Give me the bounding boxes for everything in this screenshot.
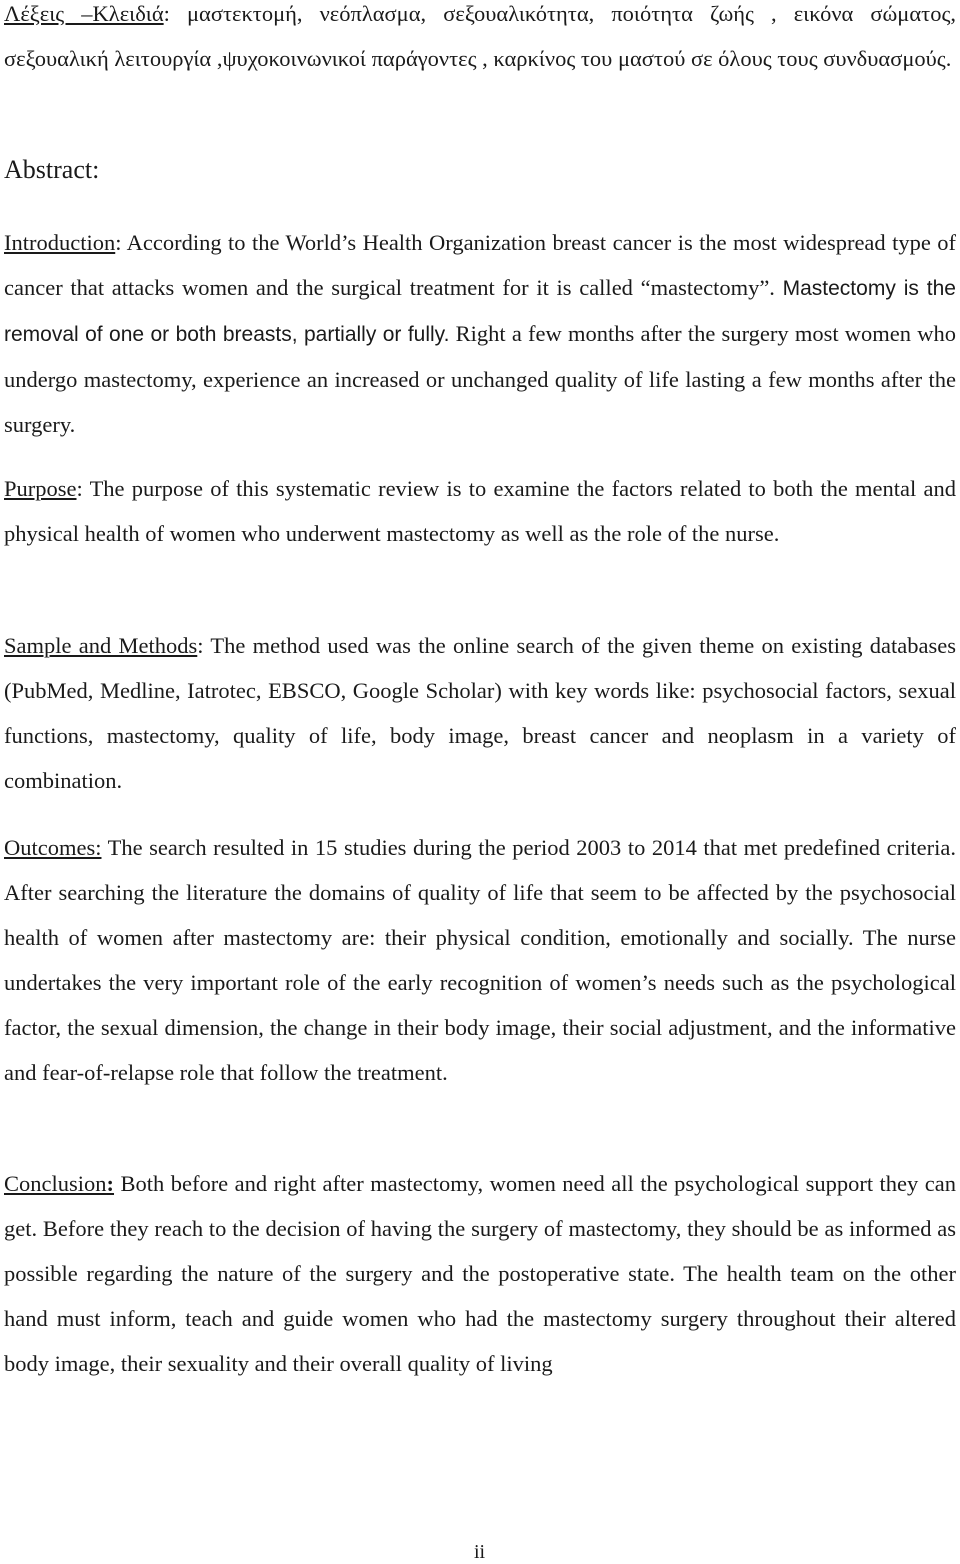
methods-text: The method used was the online search of the given theme on existing databases (PubMed, Medline, Iatrotec, EBSCO, Google Scholar) with key words like: psychosocial factors, sexual functions, mastectomy, quality of life, body image, breast cancer and neoplasm in a variety of combination.: [4, 633, 956, 793]
purpose-paragraph: [4, 466, 956, 556]
conclusion-text: Both before and right after mastectomy, women need all the psychological support they can get. Before they reach to the decision of having the surgery of mastectomy, they should be as informed as possible regarding the nature of the surgery and the postoperative state. The health team on the other hand must inform, teach and guide women who had the mastectomy surgery throughout their altered body image, their sexuality and their overall quality of living: [4, 1171, 956, 1376]
keywords-text: μαστεκτομή, νεόπλασμα, σεξουαλικότητα, ποιότητα ζωής , εικόνα σώματος, σεξουαλική λειτουργία ,ψυχοκοινωνικοί παράγοντες , καρκίνος του μαστού σε όλους τους συνδυασμούς.: [4, 1, 956, 71]
introduction-text-2: Mastectomy is the removal of one or both breasts, partially or fully.: [4, 277, 956, 346]
outcomes-label: Outcomes:: [4, 835, 102, 860]
introduction-text-1: According to the World’s Health Organization breast cancer is the most widespread type of cancer that attacks women and the surgical treatment for it is called “mastectomy”.: [4, 230, 956, 300]
outcomes-text: The search resulted in 15 studies during the period 2003 to 2014 that met predefined criteria. After searching the literature the domains of quality of life that seem to be affected by the psychosocial health of women after mastectomy are: their physical condition, emotionally and socially. The nurse undertakes the very important role of the early recognition of women’s needs such as the psychological factor, the sexual dimension, the change in their body image, their social adjustment, and the informative and fear-of-relapse role that follow the treatment.: [4, 835, 956, 1085]
keywords-label: Λέξεις –Κλειδιά: [4, 1, 164, 26]
introduction-text-3: Right a few months after the surgery most women who undergo mastectomy, experience an increased or unchanged quality of life lasting a few months after the surgery.: [4, 321, 956, 437]
introduction-paragraph: [4, 220, 956, 447]
purpose-label: Purpose: [4, 476, 77, 501]
methods-colon: :: [197, 633, 211, 658]
keywords-colon: :: [163, 1, 170, 26]
keywords-paragraph: [4, 0, 956, 81]
purpose-text: The purpose of this systematic review is to examine the factors related to both the mental and physical health of women who underwent mastectomy as well as the role of the nurse.: [4, 476, 956, 546]
purpose-colon: :: [76, 476, 90, 501]
conclusion-colon: :: [106, 1171, 115, 1196]
methods-label: Sample and Methods: [4, 633, 198, 658]
introduction-colon: :: [115, 230, 127, 255]
methods-paragraph: [4, 623, 956, 803]
outcomes-paragraph: [4, 825, 956, 1095]
page-number: ii: [474, 1541, 486, 1563]
introduction-label: Introduction: [4, 230, 116, 255]
conclusion-label: Conclusion: [4, 1171, 107, 1196]
abstract-heading: Abstract:: [4, 155, 100, 184]
conclusion-paragraph: [4, 1161, 956, 1386]
